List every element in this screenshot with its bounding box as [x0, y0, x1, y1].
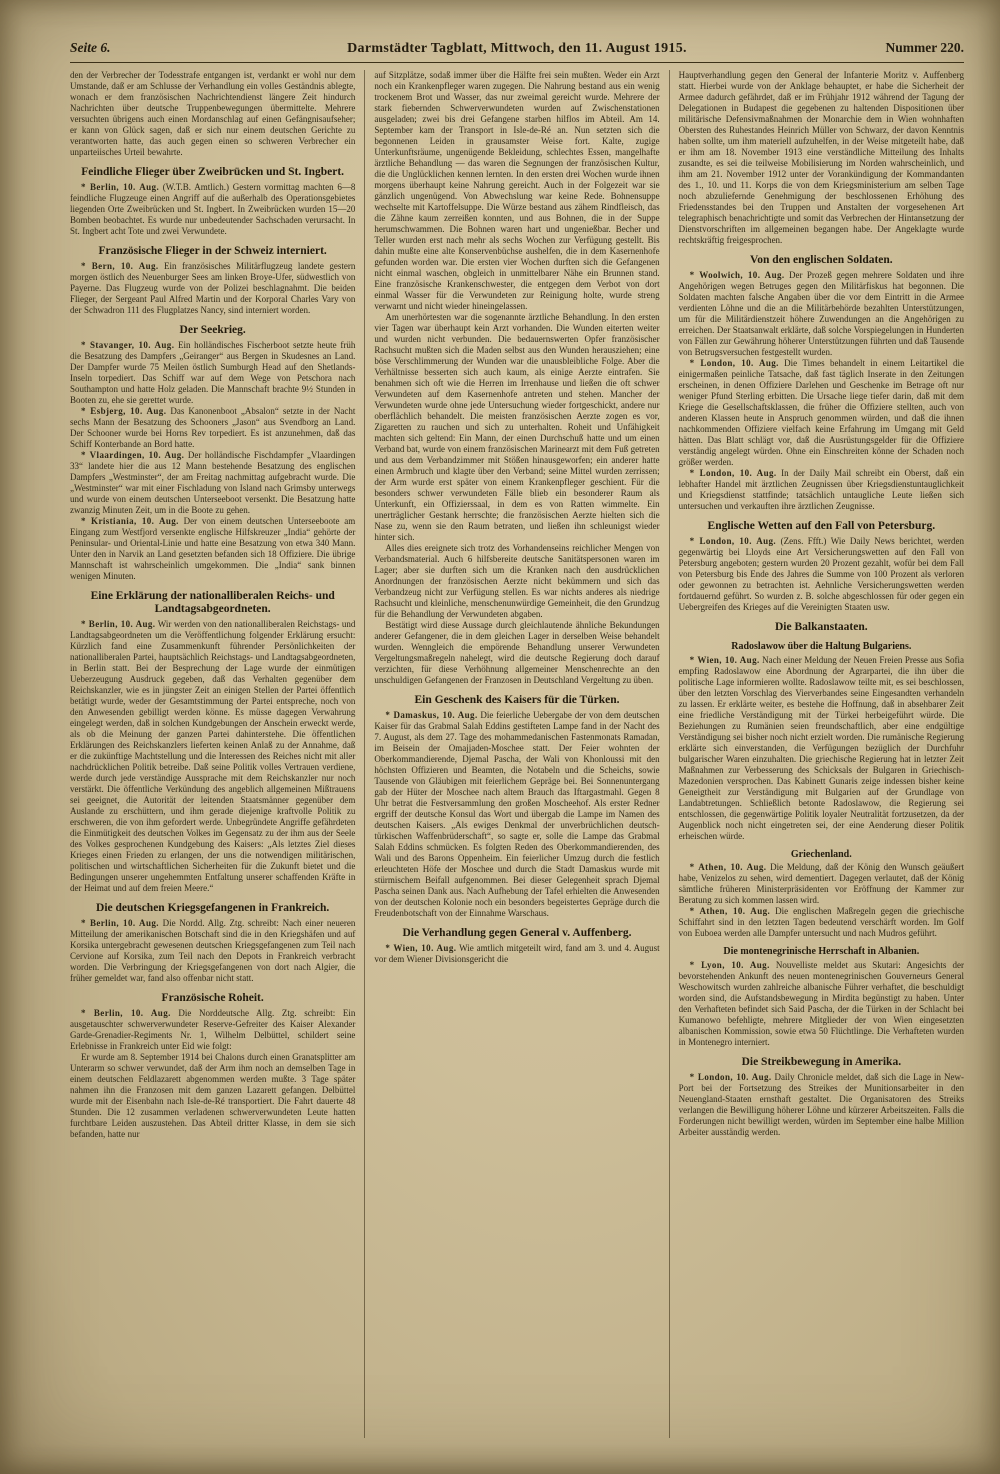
article-dateline: * Lyon, 10. Aug.	[689, 959, 770, 970]
article-paragraph: * Berlin, 10. Aug. Die Nordd. Allg. Ztg. schreibt: Nach einer neueren Mitteilung der amerikanischen Botschaft sind die in den Kriegshäfen und auf Korsika untergebracht gewesenen deutschen Kriegsgefangenen zum Teil nach Cervione auf Korsika, zum Teil nach den Depots in Frankreich verbracht worden. Die Verbringung der Kriegsgefangenen von dort nach Algier, die früher gemeldet war, fand also offenbar nicht statt.	[70, 918, 356, 983]
article-paragraph: * Lyon, 10. Aug. Nouvelliste meldet aus Skutari: Angesichts der bevorstehenden Ankunft des neuen montenegrinischen Gouverneurs General Weschowitsch wurden zahlreiche albanische Führer verhaftet, die beschuldigt worden sind, die Aufstandsbewegung in Mirdita begünstigt zu haben. Unter den Verhafteten befindet sich Said Pascha, der die Türken in der Schlacht bei Kumanowo befehligte, mehrere Mitglieder der von Wien eingesetzten albanischen Kommission, sowie etwa 50 Flüchtlinge. Die Verhafteten wurden in Montenegro interniert.	[678, 959, 964, 1047]
article-paragraph: * Bern, 10. Aug. Ein französisches Militärflugzeug landete gestern morgen östlich des Neuenburger Sees am linken Broye-Ufer, südwestlich von Payerne. Das Flugzeug wurde von der Polizei beschlagnahmt. Die beiden Flieger, der Sergeant Paul Alfred Martin und der Korporal Charles Vary von der Schwadron 111 des Flugplatzes Nancy, sind interniert worden.	[70, 261, 356, 315]
article-dateline: * Esbjerg, 10. Aug.	[81, 406, 167, 416]
issue-number-label: Nummer 220.	[885, 40, 964, 55]
article-paragraph: * Wien, 10. Aug. Wie amtlich mitgeteilt wird, fand am 3. und 4. August vor dem Wiener Divisionsgericht die	[374, 943, 660, 964]
article-paragraph: * London, 10. Aug. Daily Chronicle meldet, daß sich die Lage in New-Port bei der Fortsetzung des Streikes der Munitionsarbeiter in den Neuengland-Staaten ernsthaft gestaltet. Die Organisatoren des Streiks verlangen die Bewilligung höherer Löhne und kürzerer Arbeitszeiten. Falls die Forderungen nicht bewilligt werden, würden im September eine halbe Million Arbeiter ausständig werden.	[678, 1071, 964, 1137]
masthead	[70, 40, 964, 57]
article-paragraph: den der Verbrecher der Todesstrafe entgangen ist, verdankt er wohl nur dem Umstande, daß er am Schlusse der Verhandlung ein volles Geständnis ablegte, wonach er dem französischen Nachrichtendienst längere Zeit hindurch Nachrichten über deutsche Truppenbewegungen übermittelte. Mehrere versuchten übrigens auch einen Mordanschlag auf einen Gefängnisaufseher; er kann von Glück sagen, daß er sich nur einem deutschen Gerichte zu verantworten hatte, das auch gegen einen so schweren Verbrecher ein unparteiisches Urteil bewahrte.	[70, 70, 356, 157]
article-paragraph: * Athen, 10. Aug. Die Meldung, daß der König den Wunsch geäußert habe, Venizelos zu sehen, wird dementiert. Dagegen verlautet, daß der König sämtliche früheren Ministerpräsidenten vor Eröffnung der Kammer zur Beratung zu sich kommen lassen wird.	[678, 862, 964, 905]
article-paragraph: * London, 10. Aug. In der Daily Mail schreibt ein Oberst, daß ein lebhafter Handel mit ärztlichen Zeugnissen über Kriegsdienstuntauglichkeit und Kriegsdienst stattfinde; tatsächlich untaugliche Leute ließen sich untersuchen und verkauften ihre ärztlichen Zeugnisse.	[678, 468, 964, 511]
article-headline: Feindliche Flieger über Zweibrücken und St. Ingbert.	[81, 166, 345, 178]
article-dateline: * London, 10. Aug.	[689, 358, 779, 368]
column-3	[670, 70, 964, 1438]
article-dateline: * Berlin, 10. Aug.	[81, 918, 159, 928]
article-paragraph: * London, 10. Aug. Die Times behandelt in einem Leitartikel die einigermaßen peinliche Tatsache, daß fast täglich Inserate in den Zeitungen erscheinen, in denen Offiziere Darlehen und Geschenke im Betrage oft nur weniger Pfund Sterling erbitten. Die Ursache liege tiefer darin, daß mit dem Kriege die Gesellschaftsklassen, die früher die Offiziere stellten, auch von anderen Klassen heute in Anspruch genommen würden, und daß die ihnen nachkommenden Offiziere vielfach keine Erfahrung im Umgang mit Geld hätten. Das Blatt schlägt vor, daß die Ausrüstungsgelder für die Offiziere verständig angelegt würden. Ohne ein Einschreiten könne der Schaden noch größer werden.	[678, 358, 964, 467]
article-dateline: * Stavanger, 10. Aug.	[81, 340, 175, 350]
article-columns	[70, 70, 964, 1438]
newspaper-title: Darmstädter Tagblatt, Mittwoch, den 11. August 1915.	[347, 41, 687, 56]
page-number-label: Seite 6.	[70, 40, 111, 55]
article-paragraph: * Kristiania, 10. Aug. Der von einem deutschen Unterseeboote am Eingang zum Westfjord versenkte englische Hilfskreuzer „India“ gehörte der Peninsular- und Oriental-Linie und hatte eine Besatzung von etwa 340 Mann. Unter den in Narvik an Land gesetzten befanden sich 18 Offiziere. Die übrige Mannschaft ist wahrscheinlich umgekommen. Die „India“ sank binnen wenigen Minuten.	[70, 516, 356, 581]
article-dateline: * London, 10. Aug.	[689, 468, 777, 478]
article-dateline: * Athen, 10. Aug.	[689, 906, 771, 916]
article-headline: Französische Roheit.	[161, 992, 264, 1004]
column-divider	[364, 70, 365, 1438]
article-headline: Radoslawow über die Haltung Bulgariens.	[731, 641, 912, 652]
article-dateline: * Athen, 10. Aug.	[689, 862, 767, 872]
article-paragraph: Er wurde am 8. September 1914 bei Chalons durch einen Granatsplitter am Unterarm so schwer verwundet, daß der Arm ihm noch an demselben Tage in einem deutschen Feldlazarett abgenommen werden mußte. 3 Tage später nahmen ihn die Franzosen mit dem ganzen Lazarett gefangen. Delbüttel wurde mit der Eisenbahn nach Isle-de-Ré transportiert. Die Fahrt dauerte 48 Stunden. Die 12 zusammen verladenen schwerverwundeten Leute hatten furchtbare Leiden auszustehen. Das Abteil dritter Klasse, in dem sie sich befanden, hatte nur	[70, 1052, 356, 1139]
article-dateline: * Kristiania, 10. Aug.	[81, 516, 179, 526]
header-rule	[70, 62, 964, 63]
article-headline: Von den englischen Soldaten.	[749, 254, 893, 266]
article-headline: Ein Geschenk des Kaisers für die Türken.	[414, 694, 620, 706]
column-2	[365, 70, 668, 1438]
article-paragraph: * Woolwich, 10. Aug. Der Prozeß gegen mehrere Soldaten und ihre Angehörigen wegen Betruges gegen den Militärfiskus hat begonnen. Die Soldaten machten falsche Angaben über die vor dem Eintritt in die Armee verdienten Löhne und die an die Militärbehörde bezahlten Unterstützungen, um für die Militärdienstzeit höhere Zuwendungen an die Angehörigen zu erreichen. Der Staatsanwalt erklärte, daß solche Vorspiegelungen in Hunderten von Fällen zur Gewährung höherer Unterstützungen führten und daß Tausende von Betrugsversuchen festgestellt wurden.	[678, 270, 964, 357]
article-dateline: * Woolwich, 10. Aug.	[689, 270, 785, 280]
article-dateline: * Wien, 10. Aug.	[385, 943, 457, 953]
article-dateline: * London, 10. Aug.	[689, 536, 777, 546]
article-dateline: * Bern, 10. Aug.	[81, 261, 159, 271]
article-headline: Der Seekrieg.	[179, 324, 246, 336]
article-dateline: * Berlin, 10. Aug.	[81, 182, 160, 192]
article-headline: Die Streikbewegung in Amerika.	[741, 1055, 902, 1068]
article-paragraph: * London, 10. Aug. (Zens. Ffft.) Wie Daily News berichtet, werden gegenwärtig bei Lloyds eine Art Versicherungswetten auf den Fall von Petersburg angeboten; gestern wurden 20 Prozent gezahlt, wofür bei dem Fall von Petersburg bis Ende des Jahres die Summe von 100 Prozent als verloren oder gewonnen zu betrachten ist. Aehnliche Versicherungswetten werden fortdauernd geführt. So wurden z. B. solche abgeschlossen für oder gegen ein Uebergreifen des Krieges auf die Vereinigten Staaten usw.	[678, 536, 964, 612]
article-dateline: * Berlin, 10. Aug.	[81, 1008, 171, 1018]
article-headline: Die Verhandlung gegen General v. Auffenberg.	[402, 927, 632, 939]
article-paragraph: Alles dies ereignete sich trotz des Vorhandenseins reichlicher Mengen von Verbandsmaterial. Auch 6 hilfsbereite deutsche Sanitätspersonen waren im Lager; aber sie durften sich um die Kranken nach den ausdrücklichen Anordnungen der französischen Aerzte nicht bekümmern und sich das Verbandzeug nicht zur Verfügung stellen. Es war nichts anderes als niedrige Rachsucht und kleinliche, menschenunwürdige Gemeinheit, die den Grundzug für die Behandlung der Verwundeten abgaben.	[374, 543, 660, 619]
article-headline: Griechenland.	[790, 848, 852, 860]
article-paragraph: Hauptverhandlung gegen den General der Infanterie Moritz v. Auffenberg statt. Hierbei wurde von der Anklage behauptet, er habe die Sicherheit der Armee dadurch gefährdet, daß er im Frühjahr 1912 während der Tagung der Delegationen in Budapest die gegebenen zu haltenden Dispositionen über militärische Defensivmaßnahmen der Monarchie dem in Wien wohnhaften Obersten des Ruhestandes Heinrich Müller von Schwarz, der davon Kenntnis haben sollte, um ihm materiell aufzuhelfen, in der Weise mitgeteilt habe, daß er ihm am 18. November 1913 eine verständliche Mitteilung des Inhalts zusandte, es sei die teilweise Mobilisierung im Norden wahrscheinlich, und ihm am 21. November 1912 unter der Vorankündigung der Kommandanten des 1., 10. und 11. Korps die von dem Kriegsministerium am selben Tage noch abzuliefernde Genehmigung der beschlossenen Erhöhung des Friedensstandes bei den Truppen und Anstalten der vorgesehenen Art telegraphisch benachrichtigte und somit das Verbrechen der Hintansetzung der Dienstvorschriften im allgemeinen begangen habe. Der Angeklagte wurde rechtskräftig freigesprochen.	[678, 70, 964, 245]
article-paragraph: * Berlin, 10. Aug. Die Norddeutsche Allg. Ztg. schreibt: Ein ausgetauschter schwerverwundeter Reserve-Gefreiter des Kaiser Alexander Garde-Grenadier-Regiments Nr. 1, Wilhelm Delbüttel, schildert seine Erlebnisse in Frankreich unter Eid wie folgt:	[70, 1008, 356, 1051]
article-dateline: * London, 10. Aug.	[689, 1071, 772, 1082]
article-paragraph: * Stavanger, 10. Aug. Ein holländisches Fischerboot setzte heute früh die Besatzung des Dampfers „Geiranger“ aus Bergen in Skudesnes an Land. Der Dampfer wurde 75 Meilen östlich Sumburgh Head auf den Shetlands-Inseln torpediert. Das Schiff war auf dem Wege von Petschora nach Southampton und hatte Holz geladen. Die Mannschaft brachte 9½ Stunden in Booten zu, ehe sie gerettet wurde.	[70, 340, 356, 405]
article-paragraph: * Berlin, 10. Aug. Wir werden von den nationalliberalen Reichstags- und Landtagsabgeordneten um die Veröffentlichung folgender Erklärung ersucht: Kürzlich fand eine Zusammenkunft führender Persönlichkeiten der nationalliberalen Partei, hauptsächlich Reichstags- und Landtagsabgeordneten, in Berlin statt. Bei der Besprechung der Lage wurde der einmütigen Ueberzeugung Ausdruck gegeben, daß das Verhalten gegenüber dem Reichskanzler, wie es in jüngster Zeit an einigen Stellen der Partei öffentlich betätigt wurde, weder der Gesamtstimmung der Partei entspreche, noch von den Anwesenden gebilligt werden könne. Es müsse dagegen Verwahrung eingelegt werden, daß in solchen Kundgebungen der Anschein erweckt werde, als ob die Meinung der ganzen Partei dahinterstehe. Die öffentlichen Erklärungen des Reichskanzlers lieferten keinen Anlaß zu der Annahme, daß er die zukünftige Machtstellung und die Interessen des Reiches nicht mit aller nachdrücklichen Politik betreibe. Daß seine Politik volles Vertrauen verdiene, werde durch jede verständige Aussprache mit dem Reichskanzler nur noch verstärkt. Die öffentliche Verkündung des angeblich allgemeinen Mißtrauens sei geeignet, die Autorität der leitenden Staatsmänner gegenüber dem Auslande zu erschüttern, und ihm gerade diejenige kraftvolle Politik zu erschweren, die von ihm gefordert werde. Unbegründete Angriffe gefährdeten die Einmütigkeit des deutschen Volkes im Gegensatz zu der ihm aus der Seele des Volkes gesprochenen Kundgebung des Kaisers: „Als letztes Ziel dieses Krieges einen Frieden zu erlangen, der uns die notwendigen militärischen, politischen und wirtschaftlichen Sicherheiten für die Zukunft bietet und die Bedingungen unserer ungehemmten Entfaltung unserer schaffenden Kräfte in der Heimat und auf dem freien Meere.“	[70, 619, 356, 893]
article-paragraph: auf Sitzplätze, sodaß immer über die Hälfte frei sein mußten. Weder ein Arzt noch ein Krankenpfleger waren zugegen. Die Nahrung bestand aus ein wenig trockenem Brot und Wasser, das nur zweimal gereicht wurde. Mehrere der stark fiebernden Schwerverwundeten wurden auf Zwischenstationen ausgeladen; zwei bis drei Gefangene starben hilflos im Abteil. Am 14. September kam der Transport in Isle-de-Ré an. Nun setzten sich die begonnenen Leiden in grausamster Weise fort. Kalte, zugige Unterkunftsräume, ungenügende Bekleidung, schlechtes Essen, mangelhafte ärztliche Behandlung — das waren die Segnungen der französischen Kultur, die die Unglücklichen kennen lernten. In den ersten drei Wochen wurde ihnen morgens überhaupt keine Nahrung gereicht. Auch in der Folgezeit war sie gänzlich ungenügend. Von Abwechslung war keine Rede. Bohnensuppe wechselte mit Kartoffelsuppe. Die Würze bestand aus zähem Rindfleisch, das die Zähne kaum zerreißen konnten, und aus Bohnen, die in der Suppe herumschwammen. Die Bohnen waren hart und ungenießbar. Becher und Teller wurden erst nach mehr als sechs Wochen zur Verfügung gestellt. Bis dahin mußte eine alte Konservenbüchse aushelfen, die in dem Kasernenhofe gefunden worden war. Die ersten vier Wochen durften sich die Gefangenen nicht einmal waschen, obgleich in unmittelbarer Nähe ein Brunnen stand. Eine französische Krankenschwester, die entgegen dem Verbot von dort einmal Wasser für die Verwundeten zur Reinigung holte, wurde streng verwarnt und nicht wieder hineingelassen.	[374, 70, 660, 311]
article-paragraph: * Esbjerg, 10. Aug. Das Kanonenboot „Absalon“ setzte in der Nacht sechs Mann der Besatzung des Schooners „Jason“ aus Svendborg an Land. Der Schooner wurde bei Horns Rev torpediert. Es ist anzunehmen, daß das Schiff Konterbande an Bord hatte.	[70, 406, 356, 449]
article-dateline: * Berlin, 10. Aug.	[81, 619, 156, 629]
article-headline: Die montenegrinische Herrschaft in Albanien.	[723, 946, 920, 957]
column-1	[70, 70, 364, 1438]
article-paragraph: * Vlaardingen, 10. Aug. Der holländische Fischdampfer „Vlaardingen 33“ landete hier die aus 12 Mann bestehende Besatzung des englischen Dampfers „Westminster“, der am Freitag nachmittag aufgebracht wurde. Die „Westminster“ war mit einer Fischladung von Island nach Grimsby unterwegs und wurde von einem deutschen Unterseeboot versenkt. Die Besatzung hatte zwanzig Minuten Zeit, um in die Boote zu gehen.	[70, 450, 356, 515]
article-paragraph: Bestätigt wird diese Aussage durch gleichlautende ähnliche Bekundungen anderer Gefangener, die in dem gleichen Lager in derselben Weise behandelt wurden. Wenngleich die empörende Behandlung unserer Verwundeten Vergeltungsmaßregeln nahelegt, wird die deutsche Regierung doch darauf verzichten, für diese Verhöhnung allgemeiner Menschenrechte an den unschuldigen Gefangenen der Franzosen in Deutschland Vergeltung zu üben.	[374, 620, 660, 685]
article-dateline: * Vlaardingen, 10. Aug.	[81, 450, 185, 460]
article-headline: Die deutschen Kriegsgefangenen in Frankreich.	[96, 902, 330, 914]
article-dateline: * Damaskus, 10. Aug.	[385, 710, 478, 720]
article-paragraph: Am unerhörtesten war die sogenannte ärztliche Behandlung. In den ersten vier Tagen war überhaupt kein Arzt vorhanden. Die Wunden eiterten weiter und wurden nicht verbunden. Die bedauernswerten Opfer französischer Rachsucht mußten sich die Maden selbst aus den Wunden herausziehen; eine böse Verschlimmerung der Wunden war die unausbleibliche Folge. Aber die Verhältnisse besserten sich auch kaum, als einige Aerzte eintrafen. Sie benahmen sich oft wie die Herren im Irrenhause und ließen die oft schwer Verwundeten auf dem Kasernenhofe antreten und stehen. Mancher der Verwundeten wurde ohne jede Untersuchung wieder fortgeschickt, andere nur oberflächlich behandelt. Die meisten französischen Aerzte zogen es vor, Zigaretten zu rauchen und sich zu unterhalten. Roheit und Unfähigkeit machten sich geltend: Ein Mann, der einen Durchschuß hatte und um einen Verband bat, wurde von einem französischen Marinearzt mit dem Fuß getreten und aus dem Verbandzimmer mit Stößen hinausgeworfen; ein anderer hatte einen Armbruch und klagte über den Verband; seine Mittel wurden zerrissen; der Arm wurde erst später von einem Krankenpfleger geschient. Für die besonders schwer verwundeten Fälle blieb ein besonderer Raum als Unterkunft, ein Offizierssaal, in dem es von Ratten wimmelte. Ein unerträglicher Gestank herrschte; die französischen Aerzte hielten sich die Nase zu, wenn sie den Raum betraten, und ließen ihn schleunigst wieder hinter sich.	[374, 312, 660, 542]
column-divider	[669, 70, 670, 1438]
article-headline: Englische Wetten auf den Fall von Petersburg.	[707, 520, 936, 532]
article-headline: Die Balkanstaaten.	[774, 621, 868, 633]
article-headline: Eine Erklärung der nationalliberalen Reichs- und Landtagsabgeordneten.	[90, 590, 335, 615]
article-headline: Französische Flieger in der Schweiz interniert.	[98, 245, 327, 257]
article-dateline: * Wien, 10. Aug.	[689, 654, 760, 665]
article-paragraph: * Wien, 10. Aug. Nach einer Meldung der Neuen Freien Presse aus Sofia empfing Radoslawow eine Abordnung der Agrarpartei, die ihn über die politische Lage informieren wollte. Radoslawow teilte mit, es sei beschlossen, über den letzten Vorschlag des Vierverbandes seine Eingesandten verhandeln zu lassen. Er erklärte weiter, es bestehe die Hoffnung, daß in absehbarer Zeit eine friedliche Verständigung mit der Türkei herbeigeführt würde. Die Beziehungen zu Rumänien seien freundschaftlich, aber eine endgültige Verständigung sei bisher noch nicht erzielt worden. Die rumänische Regierung erklärte sich einverstanden, die Verfügungen bezüglich der Durchfuhr bulgarischer Waren einzuhalten. Die griechische Regierung hat in letzter Zeit Maßnahmen zur Verbesserung des Schicksals der Bulgaren in Griechisch-Mazedonien versprochen. Das Kabinett Gunaris zeige indessen bisher keine Geneigtheit zur Verständigung mit Bulgarien auf der Grundlage von Landabtretungen. Schließlich betonte Radoslawow, die Regierung sei entschlossen, die gegenwärtige Politik loyaler Neutralität fortzusetzen, da der Augenblick noch nicht eingetreten sei, der eine Aenderung dieser Politik erheischen würde.	[678, 654, 964, 841]
article-paragraph: * Berlin, 10. Aug. (W.T.B. Amtlich.) Gestern vormittag machten 6—8 feindliche Flugzeuge einen Angriff auf die außerhalb des Operationsgebietes liegenden Orte Zweibrücken und St. Ingbert. In Zweibrücken wurden 15—20 Bomben beobachtet. Es wurde nur unbedeutender Sachschaden verursacht. In St. Ingbert acht Tote und zwei Verwundete.	[70, 182, 356, 236]
article-paragraph: * Damaskus, 10. Aug. Die feierliche Uebergabe der von dem deutschen Kaiser für das Grabmal Salah Eddins gestifteten Lampe fand in der Nacht des 7. August, als dem 27. Tage des mohammedanischen Fastenmonats Ramadan, im Beisein der Omajjaden-Moschee statt. Der Feier wohnten der Oberkommandierende, Djemal Pascha, der Wali von Khonloussi mit den höchsten Offizieren und Beamten, die Notabeln und die Scheichs, sowie Tausende von Gläubigen mit feierlichem Gepräge bei. Bei Sonnenuntergang gab der Hüter der Moschee nach altem Brauch das Iftargastmahl. Gegen 8 Uhr betrat die Festversammlung den großen Moscheehof. Als erster Redner ergriff der deutsche Konsul das Wort und übergab die Lampe im Namen des deutschen Kaisers. „Als ewiges Denkmal der unverbrüchlichen deutsch-türkischen Waffenbrüderschaft“, so sagte er, solle die Lampe das Grabmal Salah Eddins schmücken. Es folgten Reden des Oberkommandierenden, des Wali und des Barons Oppenheim. Ein feierlicher Umzug durch die festlich erleuchteten Höfe der Moschee und durch die Stadt Damaskus wurde mit stürmischem Beifall aufgenommen. Bei dieser Gelegenheit sprach Djemal Pascha seinen Dank aus. Nach Aufhebung der Tafel erhielten die Anwesenden von der deutschen Kolonie noch ein besonders begeistertes Gepräge durch die Freudenbotschaft von der Einnahme Warschaus.	[374, 710, 660, 918]
article-paragraph: * Athen, 10. Aug. Die englischen Maßregeln gegen die griechische Schiffahrt sind in den letzten Tagen bedeutend verschärft worden. Im Golf von Euboea werden alle Dampfer untersucht und nach Mudros geführt.	[678, 906, 964, 938]
